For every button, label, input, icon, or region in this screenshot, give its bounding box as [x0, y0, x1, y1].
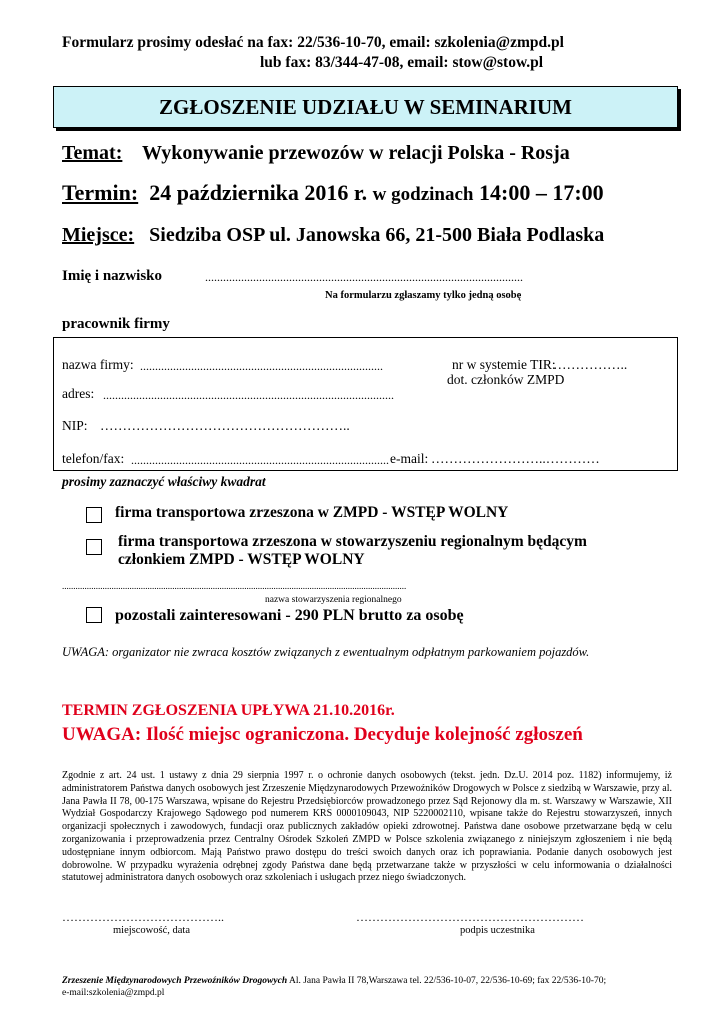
place-label: Miejsce:: [62, 224, 135, 246]
association-caption: nazwa stowarzyszenia regionalnego: [265, 595, 402, 605]
phone-label: telefon/fax:: [62, 451, 125, 466]
hours-value: 14:00 – 17:00: [479, 180, 604, 205]
signature-label: podpis uczestnika: [460, 925, 535, 936]
footer-org: Zrzeszenie Międzynarodowych Przewoźników Drogowych: [62, 976, 288, 986]
signature-field[interactable]: …………………………………………………: [356, 910, 584, 924]
address-field[interactable]: .................................................................................................: [103, 388, 394, 402]
instruction: prosimy zaznaczyć właściwy kwadrat: [62, 474, 266, 489]
phone-field[interactable]: ......................................................................................: [131, 453, 389, 467]
fax-line-2: lub fax: 83/344-47-08, email: stow@stow.pl: [260, 54, 544, 71]
nip-label: NIP:: [62, 418, 88, 433]
date-row: [62, 180, 604, 206]
checkbox-regional-member[interactable]: [86, 539, 102, 555]
nip-field[interactable]: ………………………………………………..: [100, 418, 350, 433]
association-name-field[interactable]: .........................................................................................................................................................: [62, 581, 407, 591]
title-box: [53, 86, 678, 128]
date-label: Termin:: [62, 180, 139, 205]
tir-label: nr w systemie TIR:: [452, 357, 556, 372]
topic-row: [62, 142, 570, 165]
checkbox-others[interactable]: [86, 607, 102, 623]
deadline-notice: TERMIN ZGŁOSZENIA UPŁYWA 21.10.2016r.: [62, 702, 395, 719]
company-name-field[interactable]: .................................................................................: [140, 359, 383, 373]
email-field[interactable]: ……………………..…………: [431, 451, 600, 466]
place-date-field[interactable]: …………………………………..: [62, 910, 224, 924]
option-regional-line-2: członkiem ZMPD - WSTĘP WOLNY: [118, 551, 365, 568]
name-label: Imię i nazwisko: [62, 268, 163, 284]
option-others: pozostali zainteresowani - 290 PLN brutto za osobę: [115, 607, 464, 624]
email-label: e-mail:: [390, 451, 429, 466]
page-title: ZGŁOSZENIE UDZIAŁU W SEMINARIUM: [159, 94, 572, 119]
checkbox-zmpd-member[interactable]: [86, 507, 102, 523]
parking-note: UWAGA: organizator nie zwraca kosztów związanych z ewentualnym odpłatnym parkowaniem pojazdów.: [62, 645, 590, 659]
date-value: 24 października 2016 r.: [149, 180, 368, 205]
fax-line-1: Formularz prosimy odesłać na fax: 22/536-10-70, email: szkolenia@zmpd.pl: [62, 34, 564, 51]
place-row: [62, 224, 604, 247]
employee-label: pracownik firmy: [62, 316, 170, 332]
topic-label: Temat:: [62, 142, 123, 164]
member-note: dot. członków ZMPD: [447, 372, 565, 387]
address-label: adres:: [62, 386, 95, 401]
footer: [62, 975, 677, 999]
limit-notice: UWAGA: Ilość miejsc ograniczona. Decyduje kolejność zgłoszeń: [62, 724, 583, 745]
place-value: Siedziba OSP ul. Janowska 66, 21-500 Biała Podlaska: [149, 224, 605, 246]
option-zmpd-member: firma transportowa zrzeszona w ZMPD - WSTĘP WOLNY: [115, 504, 509, 521]
name-field[interactable]: ..........................................................................................................: [205, 270, 523, 284]
one-person-note: Na formularzu zgłaszamy tylko jedną osobę: [325, 290, 522, 301]
company-name-label: nazwa firmy:: [62, 357, 134, 372]
topic-value: Wykonywanie przewozów w relacji Polska - Rosja: [142, 142, 570, 164]
place-date-label: miejscowość, data: [113, 925, 190, 936]
tir-field[interactable]: ……………..: [553, 357, 628, 372]
footer-address: Al. Jana Pawła II 78,Warszawa tel. 22/536-10-07, 22/536-10-69; fax 22/536-10-70;: [287, 976, 607, 986]
footer-email: e-mail:szkolenia@zmpd.pl: [62, 988, 165, 998]
option-regional-line-1: firma transportowa zrzeszona w stowarzyszeniu regionalnym będącym: [118, 533, 587, 550]
gdpr-clause: Zgodnie z art. 24 ust. 1 ustawy z dnia 29 sierpnia 1997 r. o ochronie danych osobowych (tekst. jedn. Dz.U. 2014 poz. 1182) informujemy, iż administratorem Państwa danych osobowych jest Zrzeszenie Międzynarodowych Przewoźników Drogowych w Polsce z siedzibą w Warszawie, przy al. Jana Pawła II 78, 00-175 Warszawa, wpisane do Rejestru Przedsiębiorców prowadzonego przez Sąd Rejonowy dla m. st. Warszawy w Warszawie, XII Wydział Gospodarczy Krajowego Sądowego pod numerem KRS 0000109043, NIP 5220002110, wpisane także do Rejestru stowarzyszeń, innych organizacji społecznych i zawodowych, fundacji oraz publicznych zakładów opieki zdrowotnej. Państwa dane osobowe przetwarzane będą w celu zorganizowania i przeprowadzenia przez Centralny Ośrodek Szkoleń ZMPD w Polsce szkolenia związanego z niniejszym zgłoszeniem i nie będą udostępniane innym odbiorcom. Mają Państwo prawo dostępu do treści swoich danych oraz ich poprawiania. Podanie danych osobowych jest dobrowolne. W przypadku wyrażenia odrębnej zgody Państwa dane będą przetwarzane także w przyszłości w celu informowania o działalności statutowej administratora danych osobowych oraz szkoleniach i usługach przez niego świadczonych.: [62, 770, 672, 884]
hours-prefix: w godzinach: [372, 184, 474, 205]
